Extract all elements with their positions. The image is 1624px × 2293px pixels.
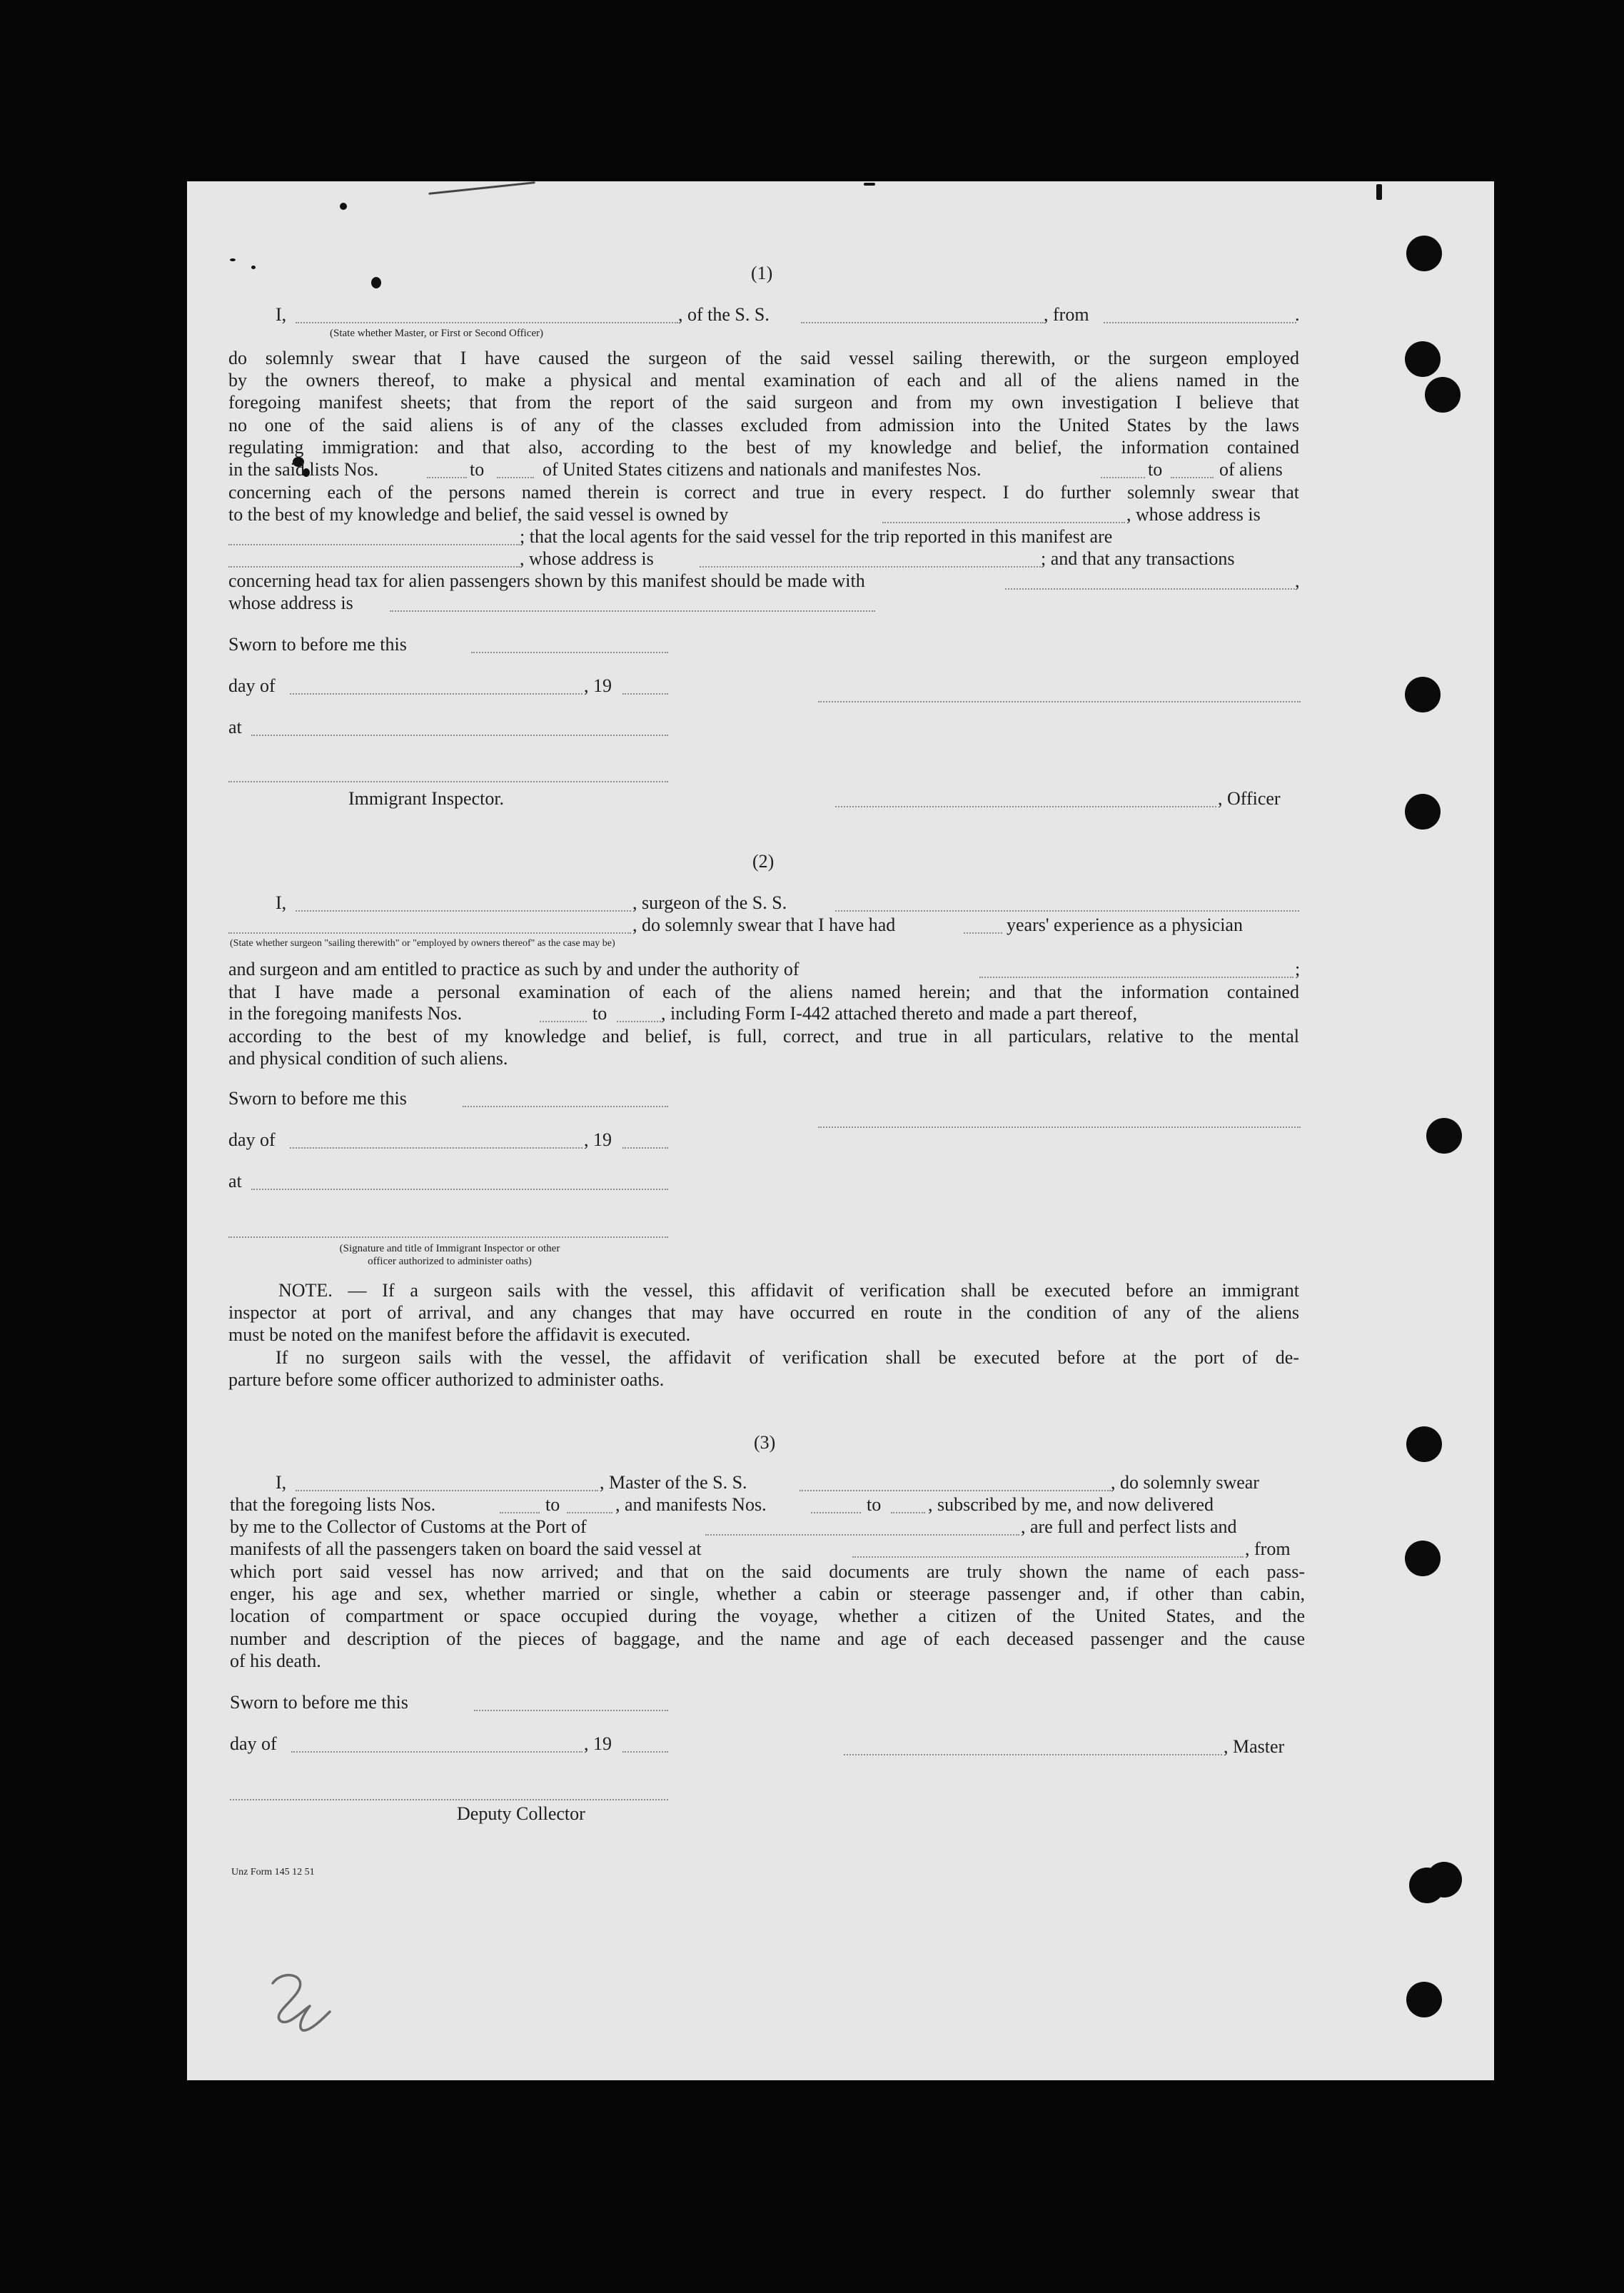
master-label: , Master: [1224, 1736, 1285, 1757]
ink-speck: [864, 183, 875, 186]
month-field: [290, 693, 582, 695]
officer-name-field: [296, 322, 678, 323]
physician-label: years' experience as a physician: [1007, 914, 1243, 935]
paragraph-line: foregoing manifest sheets; that from the report of the said surgeon and from my own investigation I believe that: [228, 392, 1299, 413]
from-label: , from: [1044, 304, 1089, 325]
list-from-field: [427, 477, 467, 478]
note-line: parture before some officer authorized to administer oaths.: [228, 1369, 665, 1390]
paragraph-line: number and description of the pieces of baggage, and the name and age of each deceased passenger and the cause: [230, 1628, 1305, 1649]
note-line: If no surgeon sails with the vessel, the affidavit of verification shall be executed before at the port of de-: [276, 1346, 1299, 1368]
to-label: to: [470, 459, 485, 480]
form-number: Unz Form 145 12 51: [231, 1867, 315, 1878]
note-line: must be noted on the manifest before the affidavit is executed.: [228, 1324, 691, 1346]
at-label: at: [228, 717, 242, 737]
surgeon-hint: (State whether surgeon "sailing therewith" or "employed by owners thereof" as the case may be): [230, 938, 615, 949]
address-label: , whose address is: [1126, 504, 1261, 525]
paragraph-line: and physical condition of such aliens.: [228, 1048, 508, 1069]
officer-signature-field: [835, 806, 1216, 807]
year-label: , 19: [584, 1733, 612, 1754]
manifest-from-field: [540, 1021, 587, 1022]
paragraph-line: do solemnly swear that I have caused the surgeon of the said vessel sailing therewith, or the surgeon employed: [228, 348, 1299, 368]
paragraph-line: no one of the said aliens is of any of the classes excluded from admission into the United States by the laws: [228, 414, 1299, 435]
perfect-lists-label: , are full and perfect lists and: [1021, 1516, 1237, 1537]
headtax-contact-field: [1005, 588, 1295, 590]
day-of-label: day of: [228, 675, 276, 696]
day-of-label: day of: [230, 1733, 277, 1754]
punch-hole: [1406, 236, 1442, 271]
place-field: [251, 735, 668, 736]
to-label: to: [867, 1494, 882, 1515]
oath-label: I,: [276, 304, 287, 325]
to-label: to: [1148, 459, 1163, 480]
surgeon-of-label: , surgeon of the S. S.: [632, 892, 787, 913]
ink-speck: [371, 277, 381, 288]
paragraph-line: according to the best of my knowledge and belief, is full, correct, and true in all particulars, relative to the mental: [228, 1026, 1299, 1047]
comma: ,: [1295, 570, 1300, 591]
owned-label: to the best of my knowledge and belief, the said vessel is owned by: [228, 504, 729, 525]
lists-label: that the foregoing lists Nos.: [230, 1494, 436, 1515]
citizens-label: of United States citizens and nationals and manifestes Nos.: [543, 459, 982, 480]
at-label: at: [228, 1171, 242, 1191]
paragraph-line: that I have made a personal examination of each of the aliens named herein; and that the information contained: [228, 982, 1299, 1002]
paragraph-line: of his death.: [230, 1650, 321, 1671]
surgeon-name-field: [296, 910, 631, 912]
master-of-label: , Master of the S. S.: [600, 1472, 747, 1493]
sworn-day-field: [471, 652, 668, 653]
address-label: , whose address is: [520, 548, 654, 569]
collector-signature-field: [230, 1799, 668, 1800]
port-field: [705, 1534, 1019, 1536]
inspector-label: Immigrant Inspector.: [348, 788, 505, 809]
punch-hole: [1406, 1982, 1442, 2017]
list-from-field: [500, 1512, 540, 1513]
paragraph-line: concerning each of the persons named therein is correct and true in every respect. I do further solemnly swear that: [228, 482, 1299, 503]
boarding-port-field: [852, 1556, 1244, 1558]
sworn-label: Sworn to before me this: [228, 1088, 407, 1109]
sworn-day-field: [474, 1710, 668, 1711]
oath-label: I,: [276, 892, 287, 913]
manifest-to-field: [617, 1021, 661, 1022]
paragraph-line: by the owners thereof, to make a physical and mental examination of each and all of the aliens named in the: [228, 370, 1299, 391]
note-line: inspector at port of arrival, and any changes that may have occurred en route in the condition of any of the aliens: [228, 1302, 1299, 1324]
punch-hole: [1405, 794, 1441, 830]
surgeon-type-field: [228, 932, 631, 934]
sworn-label: Sworn to before me this: [228, 634, 407, 655]
paragraph-line: which port said vessel has now arrived; and that on the said documents are truly shown the name of each pass-: [230, 1561, 1305, 1582]
aliens-label: of aliens: [1219, 459, 1283, 480]
signature-hint-line: officer authorized to administer oaths): [368, 1256, 532, 1267]
oath-label: I,: [276, 1472, 287, 1493]
officer-signature-top-field: [818, 701, 1301, 702]
headtax-label: concerning head tax for alien passengers shown by this manifest should be made with: [228, 570, 865, 591]
owner-address-field: [228, 544, 520, 545]
vessel-name-field: [835, 910, 1299, 912]
inspector-signature-field: [228, 1236, 668, 1238]
oath-paragraph: [228, 347, 1299, 458]
manifest-from-field: [1101, 477, 1145, 478]
paragraph-line: enger, his age and sex, whether married or single, whether a cabin or steerage passenger and, if other than cabin,: [230, 1583, 1305, 1605]
vessel-label: , of the S. S.: [678, 304, 770, 325]
surgeon-signature-field: [818, 1127, 1301, 1128]
authority-field: [979, 977, 1293, 978]
manifests-label: in the foregoing manifests Nos.: [228, 1003, 463, 1024]
manifest-from-field: [811, 1512, 861, 1513]
ink-speck: [1376, 184, 1382, 200]
inspector-signature-field: [228, 781, 668, 782]
lists-label: in the said lists Nos.: [228, 459, 379, 480]
punch-hole: [1426, 1118, 1462, 1154]
delivered-label: , subscribed by me, and now delivered: [928, 1494, 1214, 1515]
paragraph-line: location of compartment or space occupied during the voyage, whether a citizen of the United States, and the: [230, 1606, 1305, 1627]
note-paragraph: [228, 1279, 1299, 1391]
master-name-field: [296, 1490, 598, 1491]
punch-hole: [1405, 677, 1441, 712]
note-line: NOTE. — If a surgeon sails with the vessel, this affidavit of verification shall be executed before an immigrant: [278, 1280, 1299, 1301]
year-label: , 19: [584, 675, 612, 696]
year-field: [622, 693, 668, 695]
agents-address-field: [700, 566, 1041, 568]
whose-address-label: whose address is: [228, 593, 353, 613]
to-label: to: [592, 1003, 607, 1024]
owner-field: [882, 522, 1125, 523]
handwritten-mark: [258, 1962, 344, 2040]
period: .: [1295, 304, 1300, 325]
transactions-label: ; and that any transactions: [1041, 548, 1235, 569]
day-of-label: day of: [228, 1129, 276, 1150]
master-paragraph: [230, 1561, 1305, 1672]
agents-field: [228, 566, 520, 568]
paragraph-line: regulating immigration: and that also, according to the best of my knowledge and belief, the information contained: [228, 436, 1299, 458]
deputy-collector-label: Deputy Collector: [457, 1803, 585, 1824]
section-number: (2): [752, 851, 775, 872]
punch-hole: [1405, 341, 1441, 377]
ink-speck: [340, 203, 347, 210]
from-label: , from: [1245, 1538, 1291, 1559]
manifest-to-field: [891, 1512, 925, 1513]
signature-hint: [286, 1242, 614, 1268]
punch-hole: [1426, 1862, 1462, 1898]
to-label: to: [545, 1494, 560, 1515]
vessel-name-field: [801, 322, 1044, 323]
sworn-label: Sworn to before me this: [230, 1692, 408, 1713]
list-to-field: [497, 477, 534, 478]
vessel-name-field: [800, 1490, 1111, 1491]
year-field: [622, 1751, 668, 1753]
semicolon: ;: [1295, 959, 1301, 979]
form-label: , including Form I-442 attached thereto and made a part thereof,: [661, 1003, 1138, 1024]
agents-label: ; that the local agents for the said vessel for the trip reported in this manifest are: [520, 526, 1113, 547]
year-field: [622, 1147, 668, 1149]
board-label: manifests of all the passengers taken on board the said vessel at: [230, 1538, 702, 1559]
section-number: (1): [751, 263, 773, 283]
swear-label: , do solemnly swear: [1111, 1472, 1259, 1493]
manifests-label: , and manifests Nos.: [615, 1494, 767, 1515]
officer-hint: (State whether Master, or First or Second Officer): [330, 328, 544, 339]
officer-label: , Officer: [1218, 788, 1281, 809]
punch-hole: [1425, 377, 1461, 413]
place-field: [251, 1189, 668, 1190]
punch-hole: [1405, 1541, 1441, 1576]
month-field: [290, 1147, 582, 1149]
headtax-address-field: [390, 610, 875, 612]
collector-label: by me to the Collector of Customs at the Port of: [230, 1516, 587, 1537]
surgeon-paragraph: [228, 981, 1299, 1003]
section-number: (3): [754, 1432, 776, 1453]
sworn-day-field: [463, 1106, 668, 1107]
ink-speck: [230, 258, 236, 261]
master-signature-field: [844, 1754, 1222, 1755]
manifest-to-field: [1171, 477, 1214, 478]
year-label: , 19: [584, 1129, 612, 1150]
signature-hint-line: (Signature and title of Immigrant Inspector or other: [339, 1243, 560, 1254]
ink-speck: [251, 266, 256, 269]
month-field: [291, 1751, 582, 1753]
years-field: [964, 932, 1002, 934]
list-to-field: [567, 1512, 612, 1513]
oath-paragraph-cont: [228, 481, 1299, 503]
punch-hole: [1406, 1426, 1442, 1462]
authority-label: and surgeon and am entitled to practice as such by and under the authority of: [228, 959, 800, 979]
surgeon-paragraph-end: [228, 1025, 1299, 1069]
experience-label: , do solemnly swear that I have had: [632, 914, 896, 935]
departure-port-field: [1104, 322, 1296, 323]
